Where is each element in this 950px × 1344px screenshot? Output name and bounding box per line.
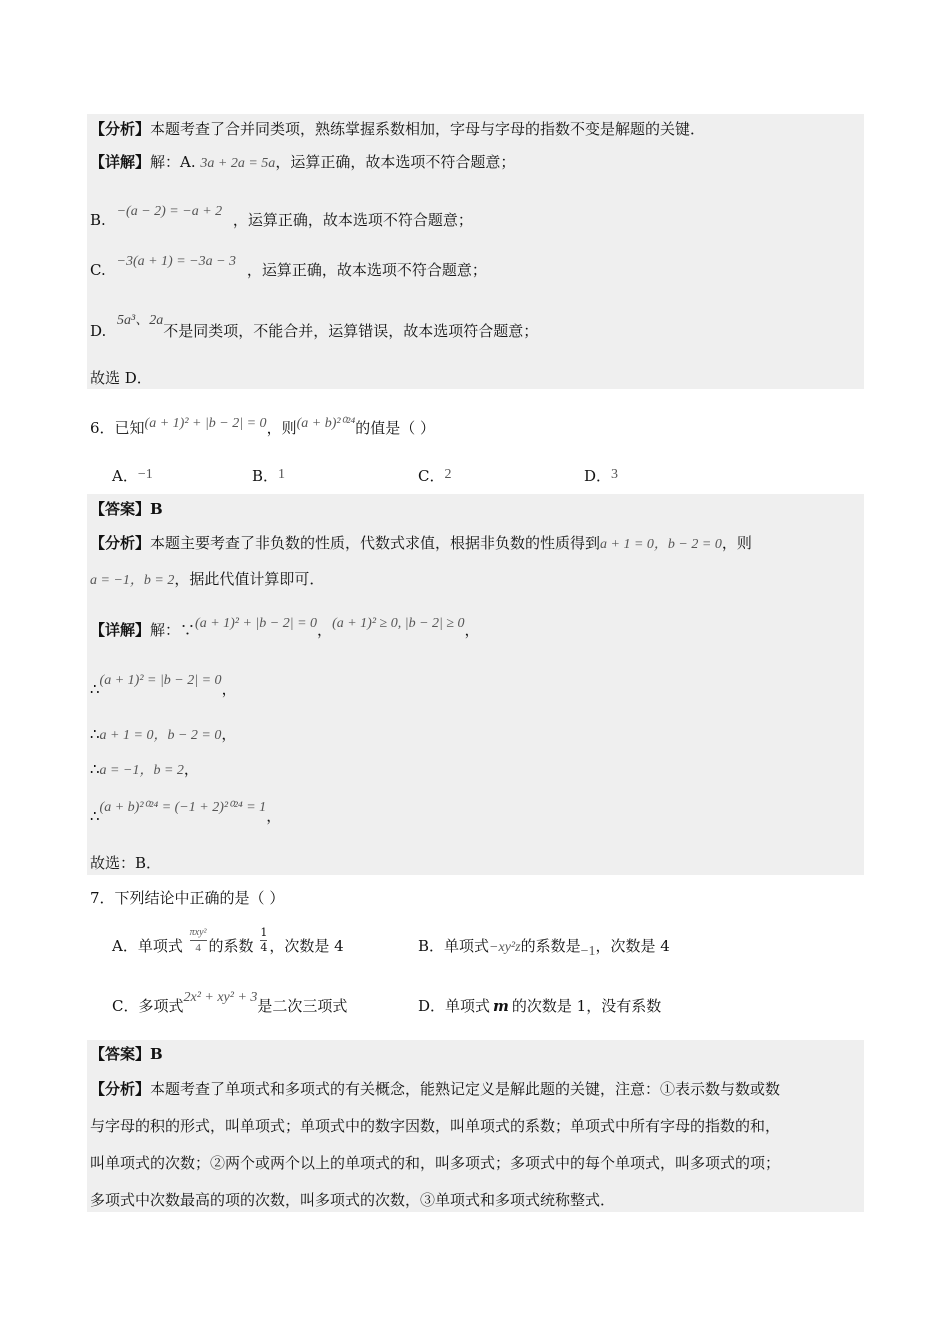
q6-step1	[90, 669, 237, 698]
option-a-label: A．单项式	[112, 937, 183, 955]
analysis-text: 本题考查了合并同类项，熟练掌握系数相加，字母与字母的指数不变是解题的关键．	[150, 120, 706, 138]
option-label: B．	[252, 467, 279, 485]
detail-end: ，	[464, 621, 480, 639]
option-c-label: C．多项式	[112, 997, 184, 1015]
q6-step2	[90, 724, 236, 746]
q6-option-d[interactable]	[584, 463, 618, 485]
analysis-text: 叫单项式的次数；②两个或两个以上的单项式的和，叫多项式；多项式中的每个单项式，叫多项式的项；	[90, 1154, 781, 1172]
analysis-text3: ，据此代值计算即可．	[174, 570, 325, 588]
step-comma: ，	[183, 760, 199, 778]
analysis-math2: a = −1，b = 2	[90, 573, 175, 588]
q5-conclusion	[90, 368, 152, 388]
q7-analysis-line4	[90, 1190, 615, 1210]
coef-num: 1	[260, 926, 268, 939]
math-c: −3(a + 1) = −3a − 3	[116, 254, 237, 269]
option-b-coef: −1	[580, 944, 596, 959]
q6-stem-mid: ，则	[266, 419, 297, 437]
detail-intro: 解：∵	[150, 621, 196, 639]
step-comma: ，	[221, 725, 237, 743]
option-label: D．	[584, 467, 612, 485]
fraction-num: πxy²	[190, 926, 207, 941]
q7-option-d[interactable]	[418, 996, 661, 1016]
q7-option-b[interactable]	[418, 936, 670, 958]
q6-expr-math: (a + b)²⁰²⁴	[296, 416, 356, 431]
detail-sep: ，	[317, 621, 333, 639]
conclusion-text: 故选 D．	[90, 369, 152, 387]
q6-stem-suffix: 的值是（ ）	[355, 419, 436, 437]
q6-option-c[interactable]	[418, 463, 451, 485]
q7-option-a[interactable]	[112, 926, 344, 966]
option-c-end: 是二次三项式	[257, 997, 348, 1015]
q6-step3	[90, 759, 199, 781]
analysis-head: 【分析】	[90, 120, 151, 138]
step3-math: a = −1，b = 2	[99, 763, 184, 778]
detail-math1: (a + 1)² + |b − 2| = 0	[195, 616, 318, 631]
q7-stem-text: 7．下列结论中正确的是（ ）	[90, 889, 285, 907]
b-text: ，运算正确，故本选项不符合题意；	[232, 211, 473, 229]
a-text: ，运算正确，故本选项不符合题意；	[275, 153, 516, 171]
q6-detail	[90, 612, 480, 639]
option-a-end: ，次数是 4	[269, 937, 344, 955]
detail-math2: (a + 1)² ≥ 0, |b − 2| ≥ 0	[332, 616, 465, 631]
step2-math: a + 1 = 0，b − 2 = 0	[99, 728, 222, 743]
math-d: 5a³、2a	[117, 313, 164, 328]
q6-analysis-line1	[90, 533, 752, 555]
fraction-den: 4	[195, 942, 201, 954]
option-b-mid: 的系数是	[520, 937, 581, 955]
b-label: B.	[90, 211, 106, 229]
d-text: 不是同类项，不能合并，运算错误，故本选项符合题意；	[163, 322, 539, 340]
q7-analysis-line1	[90, 1079, 780, 1099]
math-b: −(a − 2) = −a + 2	[116, 204, 223, 219]
fraction-a	[190, 926, 207, 955]
q6-option-a[interactable]	[112, 463, 153, 485]
answer-text: 【答案】B	[90, 1045, 163, 1063]
q7-stem	[90, 888, 284, 908]
analysis-text2: ，则	[721, 534, 752, 552]
option-value: −1	[137, 467, 153, 482]
q6-answer	[90, 499, 163, 519]
q7-analysis-line3	[90, 1153, 780, 1173]
q6-step4	[90, 796, 282, 825]
q7-option-c[interactable]	[112, 986, 348, 1015]
q7-analysis-line2	[90, 1116, 780, 1136]
detail-head: 【详解】	[90, 621, 151, 639]
math-a: 3a + 2a = 5a	[200, 156, 276, 171]
option-d-var: m	[493, 997, 509, 1015]
q6-option-b[interactable]	[252, 463, 285, 485]
option-d-end: 的次数是 1，没有系数	[511, 997, 662, 1015]
therefore-symbol: ∴	[90, 680, 100, 698]
analysis-text: 多项式中次数最高的项的次数，叫多项式的次数，③单项式和多项式统称整式．	[90, 1191, 616, 1209]
analysis-head: 【分析】	[90, 1080, 151, 1098]
therefore-symbol: ∴	[90, 807, 100, 825]
q5-detail-a	[90, 152, 515, 174]
q5-analysis	[90, 119, 705, 139]
answer-text: 【答案】B	[90, 500, 163, 518]
q5-detail-d	[90, 309, 539, 340]
q5-detail-c	[90, 250, 487, 279]
analysis-head: 【分析】	[90, 534, 151, 552]
option-value: 1	[278, 467, 286, 482]
analysis-text: 本题主要考查了非负数的性质，代数式求值，根据非负数的性质得到	[150, 534, 601, 552]
option-b-math: −xy²z	[489, 940, 521, 955]
option-b-end: ，次数是 4	[595, 937, 670, 955]
option-label: A．	[112, 467, 138, 485]
option-c-math: 2x² + xy² + 3	[183, 990, 258, 1005]
fraction-a-coef	[260, 926, 267, 955]
option-a-mid: 的系数	[208, 937, 254, 955]
option-d-label: D．单项式	[418, 997, 491, 1015]
q6-analysis-line2	[90, 569, 324, 591]
q6-cond-math: (a + 1)² + |b − 2| = 0	[144, 416, 267, 431]
detail-intro: 解：A.	[150, 153, 196, 171]
q6-conclusion	[90, 853, 161, 873]
step4-math: (a + b)²⁰²⁴ = (−1 + 2)²⁰²⁴ = 1	[99, 800, 267, 815]
step-comma: ，	[266, 807, 282, 825]
analysis-math1: a + 1 = 0，b − 2 = 0	[600, 537, 722, 552]
q6-stem	[90, 412, 436, 437]
q7-answer	[90, 1044, 163, 1064]
therefore-symbol: ∴	[90, 760, 100, 778]
therefore-symbol: ∴	[90, 725, 100, 743]
q5-detail-b	[90, 200, 473, 229]
c-text: ，运算正确，故本选项不符合题意；	[246, 261, 487, 279]
q6-stem-prefix: 6．已知	[90, 419, 145, 437]
analysis-text: 本题考查了单项式和多项式的有关概念，能熟记定义是解此题的关键，注意：①表示数与数或数	[150, 1080, 781, 1098]
analysis-text: 与字母的积的形式，叫单项式；单项式中的数字因数，叫单项式的系数；单项式中所有字母的指数的和，	[90, 1117, 781, 1135]
d-label: D.	[90, 322, 107, 340]
coef-den: 4	[260, 941, 268, 954]
option-label: C．	[418, 467, 445, 485]
detail-head: 【详解】	[90, 153, 151, 171]
step-comma: ，	[221, 680, 237, 698]
option-b-label: B．单项式	[418, 937, 490, 955]
conclusion-text: 故选：B．	[90, 854, 162, 872]
c-label: C.	[90, 261, 106, 279]
option-value: 3	[611, 467, 619, 482]
option-value: 2	[444, 467, 452, 482]
step1-math: (a + 1)² = |b − 2| = 0	[99, 673, 222, 688]
